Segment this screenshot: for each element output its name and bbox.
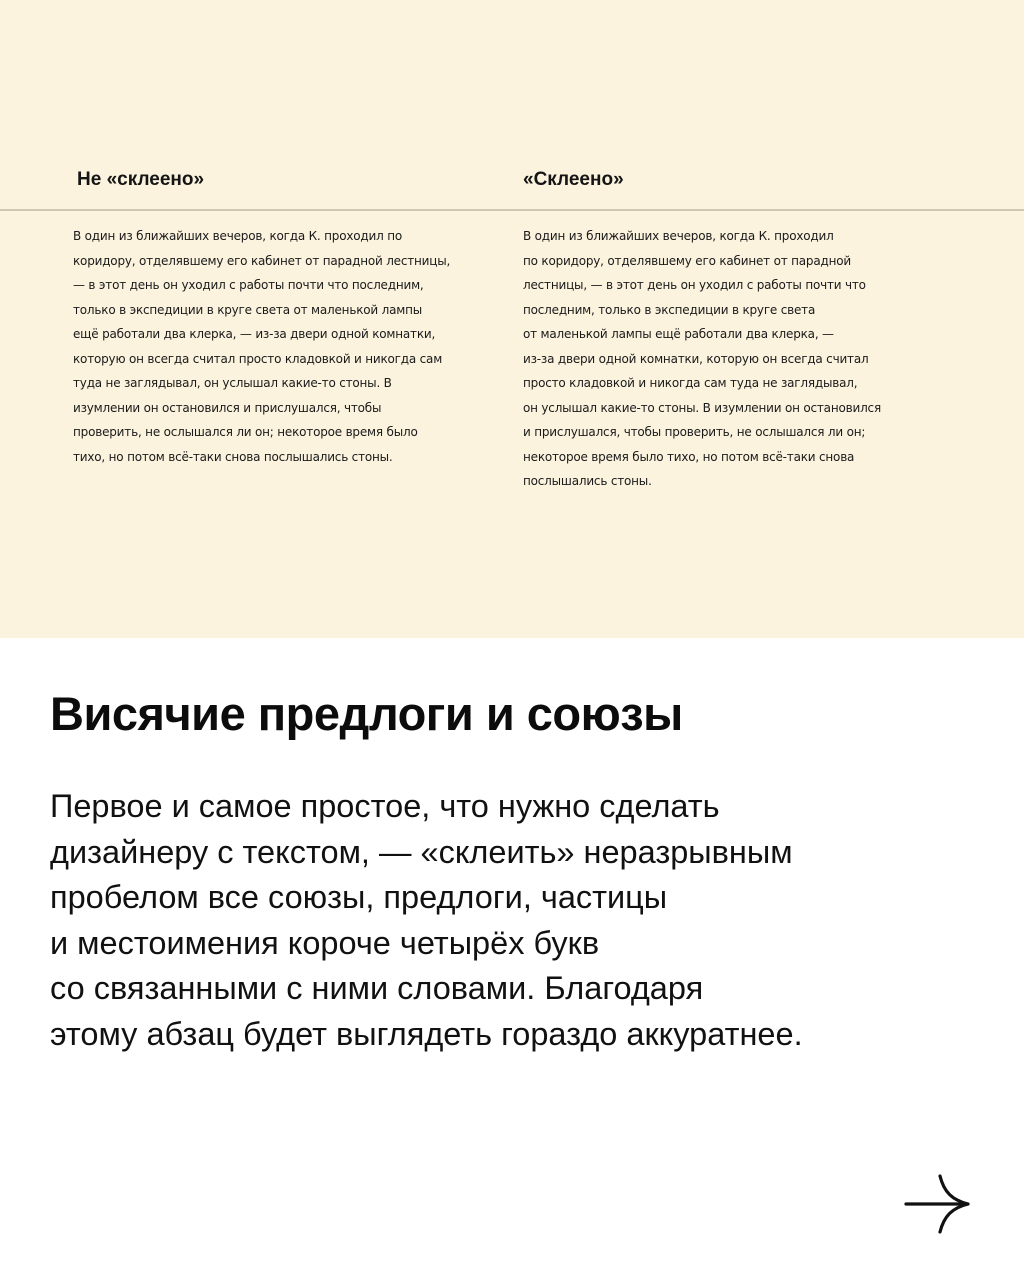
text-line: лестницы, — в этот день он уходил с работы почти что [523, 278, 866, 292]
arrow-right-icon [900, 1170, 976, 1238]
text-line: коридору, отделявшему его кабинет от парадной лестницы, [73, 253, 451, 268]
text-line: тихо, но потом всё-таки снова послышались стоны. [73, 449, 393, 464]
text-line: В один из ближайших вечеров, когда К. проходил [523, 229, 834, 243]
page-title: Висячие предлоги и союзы [50, 687, 683, 740]
text-line: просто кладовкой и никогда сам туда не заглядывал, [523, 376, 858, 390]
not-glued-sample-text [73, 224, 503, 469]
text-line: ещё работали два клерка, — из-за двери одной комнатки, [73, 327, 436, 341]
text-line: проверить, не ослышался ли он; некоторое время было [73, 425, 418, 439]
text-line: только в экспедиции в круге света от маленькой лампы [73, 302, 422, 317]
text-line: по коридору, отделявшему его кабинет от парадной [523, 253, 851, 268]
text-line: и местоимения короче четырёх букв [50, 924, 600, 961]
text-line: изумлении он остановился и прислушался, чтобы [73, 400, 382, 415]
example-panel [0, 0, 1024, 638]
text-line: которую он всегда считал просто кладовкой и никогда сам [73, 351, 443, 366]
body-paragraph [50, 784, 990, 1057]
next-slide-button[interactable] [900, 1170, 976, 1238]
glued-heading: «Склеено» [523, 169, 624, 190]
text-line: этому абзац будет выглядеть гораздо аккуратнее. [50, 1015, 803, 1052]
text-line: некоторое время было тихо, но потом всё-таки снова [523, 449, 855, 464]
glued-sample-text [523, 224, 963, 494]
text-line: и прислушался, чтобы проверить, не ослышался ли он; [523, 425, 866, 439]
text-line: Первое и самое простое, что нужно сделать [50, 788, 720, 824]
text-line: В один из ближайших вечеров, когда К. проходил по [73, 229, 402, 243]
heading-divider [0, 209, 1024, 211]
text-line: дизайнеру с текстом, — «склеить» неразрывным [50, 833, 793, 870]
text-line: пробелом все союзы, предлоги, частицы [50, 879, 668, 915]
text-line: из-за двери одной комнатки, которую он всегда считал [523, 351, 869, 366]
text-line: от маленькой лампы ещё работали два клерка, — [523, 327, 834, 341]
text-line: послышались стоны. [523, 474, 652, 488]
text-line: — в этот день он уходил с работы почти что последним, [73, 278, 424, 292]
text-line: он услышал какие-то стоны. В изумлении он остановился [523, 400, 881, 415]
text-line: туда не заглядывал, он услышал какие-то стоны. В [73, 376, 392, 390]
text-line: последним, только в экспедиции в круге света [523, 302, 816, 317]
not-glued-heading: Не «склеено» [77, 169, 205, 190]
text-line: со связанными с ними словами. Благодаря [50, 970, 704, 1006]
